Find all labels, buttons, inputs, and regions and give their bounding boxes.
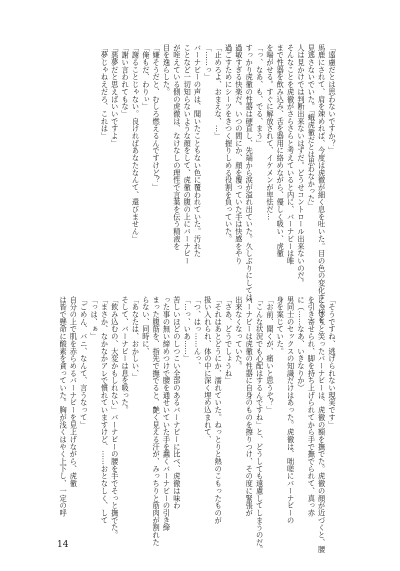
page-number: 14 xyxy=(57,540,69,550)
upper-text-block: 「遠慮だとは思わないですか？」 馬鹿にされて、肩を竦めれば、今度は虎徹が細く息を吐いた。目の色の変化する様を、 見逃さないでいた。「蛾虎徹だとは思わなかった」 人は見かけでは判断出来ないはずだ。どうせコントロール出来ないのだ。 そんなことを虎徹がさらさらと考えていると内に、バーナビーは唯 まで性器を飲み込み、舌を器用に絡めながら、優しく吸い、虎徹 を喘がせる。すぐに解放されて、イケメンが卑怯だ… 「っ、なあ、も、でる、まう」 すっかり虎徹の性器は硬直し、先端から涙が溢れ出ていた。久しぶりにしては、 過敏すぎる快楽だ。いつの間にか、顔を覆っていた手は快感をやり 過ごすためにシーツをきつく握りしめる役割を負っていた。 「止めろよ、おまえな、…」 「……っ」 バーナビーの声は、聞いたこともない色に覆われていた。汚れた ことなど一切知らないような顔をして、虎徹の腹の上にバーナビー が咥えている側の虎徹は、なけなしの理性で言葉を伝う精液を 目を逸らした。 「嫌そうだと、むしろ燃えるんですけど？」 「俺もだ、わりぃ」 「謝ることじゃない。良ければあなたなんて、還びません」 「謝い言われてもな」 「悪夢だと思えばいいですよ」 「夢じゃねえだろ、これは」 xyxy=(100,44,337,331)
lower-text-block: 「そうですね、逃げられない現実です」 にっこりと笑ったバーナビーは、虎徹の額を撫でた。虎徹の顔が近づくと、腰 を引き寄せられ、脚を持ち上げられてから手で撫でられて、真っ赤 に（……なあ、いきなりか） 男同士のセックスの知識だけはあった。虎徹は、咄嗟にバーナビーの 身を案じていた。 「お前、聞くが、痛いと思うぞ？」 「こんな状況でも心配はするんですね」と、どうしても遠慮してしまうのだ。 バーナビーは虎徹の性器に自身のものを擦りつけ、その度に緊張が 出来なくなっていた。 「さあ、どうでしょうね」 「それはあとどうにか、濡れていた。ねっとりと熱のこもったものが 扱い入れられ、体の中に深く埋め込まれて、 「つ、はっ……んっ、 「…っ、いあ……」 苦しいほどのしつこい全部のあるバーナビーに比べ、虎徹は味わ った事の無い締めつけで腰を通せいていた手を蠢くバーナビーの引き締 まった腹筋を、指先で撫でると、艶く見える汗が、みっちりと筋肉が割れた らない、同時に、 「あなたは、おかしい、」 そして、バーナビーは息を吸った。 「飲み込むの、大変かもしれない」バーナビーの腰を手でそっと撫でた。 「まさか、なかなかアレで慣れていますけど、……おとなしく、して 「っは、ぁ」 「ごめん、バニ、なんて、言うなって」 自分の上で肌を赤らめるバーナビーを見上げながら、虎徹 は皆で懸命に酸素を貪っていた。胸が浅くはやく上下し、一定の呼 xyxy=(59,296,337,554)
